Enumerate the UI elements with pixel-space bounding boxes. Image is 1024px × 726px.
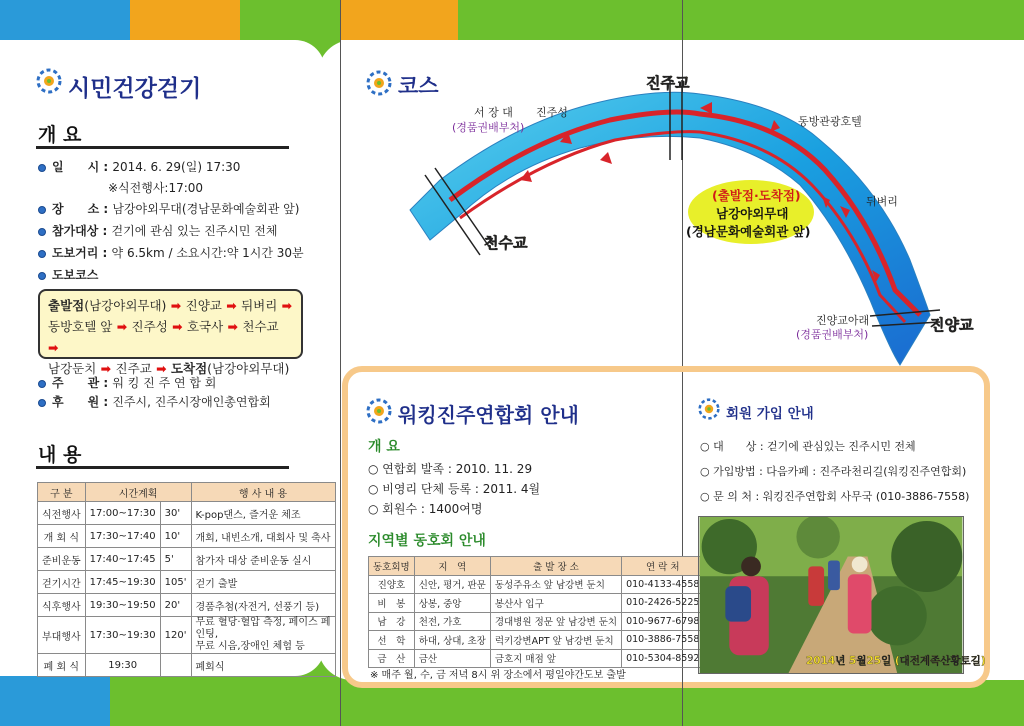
table-row: [38, 525, 336, 548]
label-prize-booth-2: (경품권배부처): [796, 328, 869, 341]
table-cell: 남 강: [369, 612, 415, 631]
table-cell: 19:30: [85, 654, 160, 677]
bullet-icon: [38, 399, 46, 407]
content-rule: [36, 466, 289, 469]
association-item: ○ 비영리 단체 등록 : 2011. 4월: [368, 482, 541, 496]
page-title: 시민건강걷기: [68, 76, 202, 102]
join-item: ○ 대 상 : 걷기에 관심있는 진주시민 전체: [700, 440, 916, 453]
table-cell: 20': [160, 594, 191, 617]
table-cell: 식전행사: [38, 502, 86, 525]
table-cell-line: 무료 시음,장애인 체험 등: [195, 641, 305, 652]
clubs-table: [368, 556, 704, 668]
table-header: 동호회명: [369, 557, 415, 576]
join-item: ○ 가입방법 : 다음카페 : 진주라천리길(워킹진주연합회): [700, 465, 967, 478]
info-place: 장 소 : 남강야외무대(경남문화예술회관 앞): [38, 200, 299, 217]
table-row: [38, 594, 336, 617]
table-row: [369, 631, 704, 650]
course-stop: 진주교: [115, 361, 152, 376]
table-cell: [191, 617, 335, 654]
arrow-icon: [520, 170, 532, 182]
walking-logo-icon: [36, 68, 62, 94]
label-under-jinyang: 진양교아래: [816, 314, 870, 327]
course-stop: 진주성: [131, 319, 168, 334]
course-stop: 도착점: [170, 361, 208, 376]
overview-rule: [36, 146, 289, 149]
table-cell: 17:30~17:40: [85, 525, 160, 548]
course-arrow-icon: ➡: [112, 319, 132, 334]
table-header: 행 사 내 용: [191, 483, 335, 502]
join-item: ○ 문 의 처 : 워킹진주연합회 사무국 (010-3886-7558): [700, 490, 970, 503]
label-stage-location: (경남문화예술회관 앞): [686, 224, 811, 239]
table-cell: 금산: [414, 649, 490, 668]
table-cell: 참가자 대상 준비운동 실시: [191, 548, 335, 571]
course-arrow-icon: ➡: [223, 319, 243, 334]
bullet-icon: [38, 380, 46, 388]
association-item: ○ 연합회 발족 : 2010. 11. 29: [368, 462, 533, 476]
association-overview-heading: 개 요: [368, 439, 400, 455]
table-cell: 비 봉: [369, 594, 415, 613]
table-cell: 경품추첨(자전거, 선풍기 등): [191, 594, 335, 617]
table-header: 출 발 장 소: [490, 557, 621, 576]
table-cell: 식후행사: [38, 594, 86, 617]
schedule-table: [37, 482, 336, 677]
table-cell: K-pop댄스, 즐거운 체조: [191, 502, 335, 525]
course-arrow-icon: ➡: [277, 298, 293, 313]
course-stop: 출발점: [48, 298, 85, 313]
bullet-icon: [38, 250, 46, 258]
table-row: [369, 594, 704, 613]
table-cell: 120': [160, 617, 191, 654]
table-cell: 금호지 매점 앞: [490, 649, 621, 668]
bullet-icon: [38, 206, 46, 214]
table-cell-line: 무료 혈당·혈압 측정, 페이스 페인팅,: [195, 617, 331, 640]
label-cheonsu-bridge: 천수교: [484, 234, 528, 252]
fold-line-1: [340, 0, 341, 726]
join-title: 회원 가입 안내: [726, 406, 814, 422]
table-cell: 걷기시간: [38, 571, 86, 594]
course-arrow-icon: ➡: [221, 298, 242, 313]
table-cell: 5': [160, 548, 191, 571]
course-stop: 호국사: [186, 319, 224, 334]
table-cell: 폐 회 식: [38, 654, 86, 677]
table-cell: 17:00~17:30: [85, 502, 160, 525]
table-cell: 진양호: [369, 575, 415, 594]
photo-caption: 2014년 5월25일 (대전계족산황토길): [806, 655, 986, 667]
table-cell: 010-4133-4558: [622, 575, 704, 594]
course-stop: 동방호텔 앞: [48, 319, 113, 334]
label-jinjuseong: 진주성: [536, 106, 568, 119]
course-stop: (남강야외무대): [207, 361, 290, 376]
label-stage: 남강야외무대: [716, 206, 789, 221]
course-arrow-icon: ➡: [48, 340, 59, 355]
map-title: 코스: [398, 74, 439, 98]
info-sponsor: 후 원 : 진주시, 진주시장애인총연합회: [38, 393, 271, 410]
table-cell: 개 회 식: [38, 525, 86, 548]
clubs-heading: 지역별 동호회 안내: [368, 533, 486, 549]
table-row: [369, 649, 704, 668]
info-date: 일 시 : 2014. 6. 29(일) 17:30: [38, 158, 240, 175]
table-cell: 17:45~19:30: [85, 571, 160, 594]
table-cell: 부대행사: [38, 617, 86, 654]
table-cell: 선 학: [369, 631, 415, 650]
content-heading: 내 용: [38, 444, 82, 466]
table-row: [38, 617, 336, 654]
table-row: [369, 575, 704, 594]
table-cell: 10': [160, 525, 191, 548]
table-header: 연 락 처: [622, 557, 704, 576]
table-row: [38, 571, 336, 594]
bullet-icon: [38, 272, 46, 280]
band-orange-left: [130, 0, 240, 40]
arrow-icon: [600, 152, 612, 164]
label-dongbang-hotel: 동방관광호텔: [798, 115, 862, 128]
walkers-photo: [698, 516, 964, 674]
course-arrow-icon: ➡: [166, 298, 186, 313]
table-cell: 30': [160, 502, 191, 525]
label-jinju-bridge: 진주교: [646, 74, 690, 92]
info-distance: 도보거리 : 약 6.5km / 소요시간:약 1시간 30분: [38, 244, 304, 261]
table-row: [38, 502, 336, 525]
table-cell: 준비운동: [38, 548, 86, 571]
table-cell: 봉산사 입구: [490, 594, 621, 613]
table-cell: 하대, 상대, 초장: [414, 631, 490, 650]
label-jinyang-bridge: 진양교: [930, 316, 974, 334]
clubs-footnote: ※ 매주 월, 수, 금 저녁 8시 위 장소에서 평일야간도보 출발: [370, 670, 626, 681]
table-cell: 010-2426-5225: [622, 594, 704, 613]
band-blue-left: [0, 0, 130, 40]
association-title: 워킹진주연합회 안내: [398, 403, 579, 427]
table-cell: 신안, 평거, 판문: [414, 575, 490, 594]
association-item: ○ 회원수 : 1400여명: [368, 502, 483, 516]
walking-logo-icon: [366, 398, 392, 424]
band-orange-top: [340, 0, 458, 40]
info-target: 참가대상 : 걷기에 관심 있는 진주시민 전체: [38, 222, 278, 239]
label-dwibyeori: 뒤벼리: [866, 195, 898, 208]
bullet-icon: [38, 164, 46, 172]
table-cell: 105': [160, 571, 191, 594]
table-row: [369, 612, 704, 631]
table-header-row: [369, 557, 704, 576]
table-cell: [160, 654, 191, 677]
course-arrow-icon: ➡: [167, 319, 187, 334]
overview-heading: 개 요: [38, 124, 82, 146]
table-cell: 17:30~19:30: [85, 617, 160, 654]
label-prize-booth: (경품권배부처): [452, 121, 525, 134]
walking-logo-icon: [366, 70, 392, 96]
table-row: [38, 548, 336, 571]
table-cell: 경대병원 정문 앞 남강변 둔치: [490, 612, 621, 631]
course-box: [38, 289, 303, 376]
table-cell: 상봉, 중앙: [414, 594, 490, 613]
table-cell: 금 산: [369, 649, 415, 668]
table-header-row: [38, 483, 336, 502]
table-cell: 동성주유소 앞 남강변 둔치: [490, 575, 621, 594]
course-stop: 천수교: [242, 319, 279, 334]
table-cell: 17:40~17:45: [85, 548, 160, 571]
band-bottom-blue: [0, 676, 110, 726]
table-cell: 010-9677-6798: [622, 612, 704, 631]
course-arrow-icon: ➡: [96, 361, 116, 376]
info-course-label: 도보코스: [38, 266, 98, 283]
table-cell: 럭키강변APT 앞 남강변 둔치: [490, 631, 621, 650]
walking-logo-icon: [698, 398, 720, 420]
course-arrow-icon: ➡: [151, 361, 171, 376]
table-header: 지 역: [414, 557, 490, 576]
table-row: [38, 654, 336, 677]
label-start-end: (출발점·도착점): [712, 188, 801, 203]
info-pre-event: ※식전행사:17:00: [108, 181, 204, 195]
table-cell: 천전, 가호: [414, 612, 490, 631]
table-cell: 폐회식: [191, 654, 335, 677]
table-header: 구 분: [38, 483, 86, 502]
course-stop: 진양교: [185, 298, 222, 313]
label-seojangdae: 서 장 대: [474, 106, 513, 119]
course-stop: 뒤벼리: [241, 298, 278, 313]
bullet-icon: [38, 228, 46, 236]
table-cell: 010-5304-8592: [622, 649, 704, 668]
table-header: 시간계획: [85, 483, 191, 502]
table-cell: 19:30~19:50: [85, 594, 160, 617]
course-stop: 남강둔치: [48, 361, 97, 376]
table-cell: 010-3886-7558: [622, 631, 704, 650]
table-cell: 개회, 내빈소개, 대회사 및 축사: [191, 525, 335, 548]
table-cell: 걷기 출발: [191, 571, 335, 594]
info-host: 주 관 : 워 킹 진 주 연 합 회: [38, 374, 216, 391]
course-stop: (남강야외무대): [84, 298, 167, 313]
